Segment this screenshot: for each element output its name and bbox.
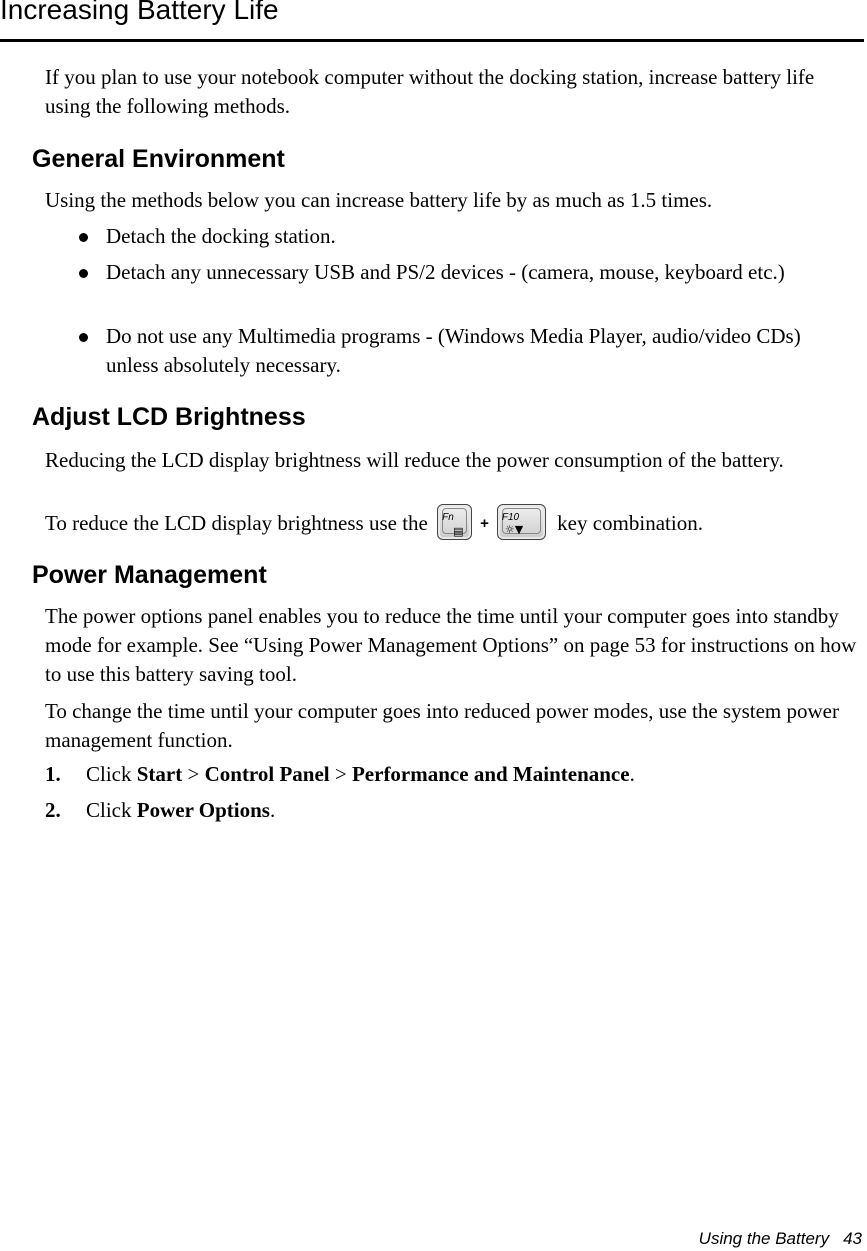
menu-start: Start (136, 762, 183, 786)
general-lead: Using the methods below you can increase battery life by as much as 1.5 times. (45, 188, 713, 212)
menu-performance-maintenance: Performance and Maintenance (351, 762, 630, 786)
list-item-text: Detach the docking station. (106, 224, 336, 248)
bullet-dot (79, 269, 88, 278)
menu-power-options: Power Options (136, 798, 270, 822)
step-number: 2. (45, 798, 61, 822)
lcd-key-text-before: To reduce the LCD display brightness use the (45, 511, 428, 535)
fn-key-icon (437, 504, 472, 540)
step-text: Click Start > Control Panel > Performance and Maintenance. (86, 762, 635, 786)
list-item-text: Detach any unnecessary USB and PS/2 devices - (camera, mouse, keyboard etc.) (106, 260, 785, 284)
list-item (0, 322, 867, 402)
heading-general-environment: General Environment (32, 145, 285, 173)
step-number: 1. (45, 762, 61, 786)
page-footer (699, 1229, 862, 1249)
f10-key-label: F10 (501, 512, 520, 524)
lcd-key-instruction (45, 509, 862, 540)
menu-control-panel: Control Panel (204, 762, 330, 786)
brightness-down-icon: ☼▼ (504, 523, 524, 537)
power-paragraph-1: The power options panel enables you to reduce the time until your computer goes into standby mode for example. See “Using Power Management Options” on page 53 for instructions on how to use this battery saving tool. (45, 604, 857, 686)
page-number: 43 (843, 1229, 862, 1248)
power-paragraph-2: To change the time until your computer goes into reduced power modes, use the system power management function. (45, 699, 839, 752)
step-2 (0, 796, 867, 826)
f10-key-icon (497, 504, 546, 540)
heading-adjust-lcd-brightness: Adjust LCD Brightness (32, 403, 306, 431)
bullet-dot (79, 333, 88, 342)
fn-key-label: Fn (442, 512, 454, 524)
bullet-dot (79, 233, 88, 242)
title-rule (0, 39, 864, 42)
footer-section-title: Using the Battery (698, 1229, 830, 1248)
step-1 (0, 760, 867, 790)
key-plus: + (480, 514, 489, 532)
lcd-paragraph: Reducing the LCD display brightness will reduce the power consumption of the battery. (45, 448, 784, 472)
lcd-key-text-after: key combination. (557, 511, 703, 535)
fn-key-glyph: ▤ (453, 525, 464, 539)
page-title: Increasing Battery Life (0, 0, 279, 25)
list-item-text: Do not use any Multimedia programs - (Windows Media Player, audio/video CDs) unless absolutely necessary. (106, 324, 801, 377)
step-text: Click Power Options. (86, 798, 276, 822)
intro-paragraph: If you plan to use your notebook computer without the docking station, increase battery life using the following methods. (45, 65, 815, 118)
heading-power-management: Power Management (32, 561, 267, 589)
